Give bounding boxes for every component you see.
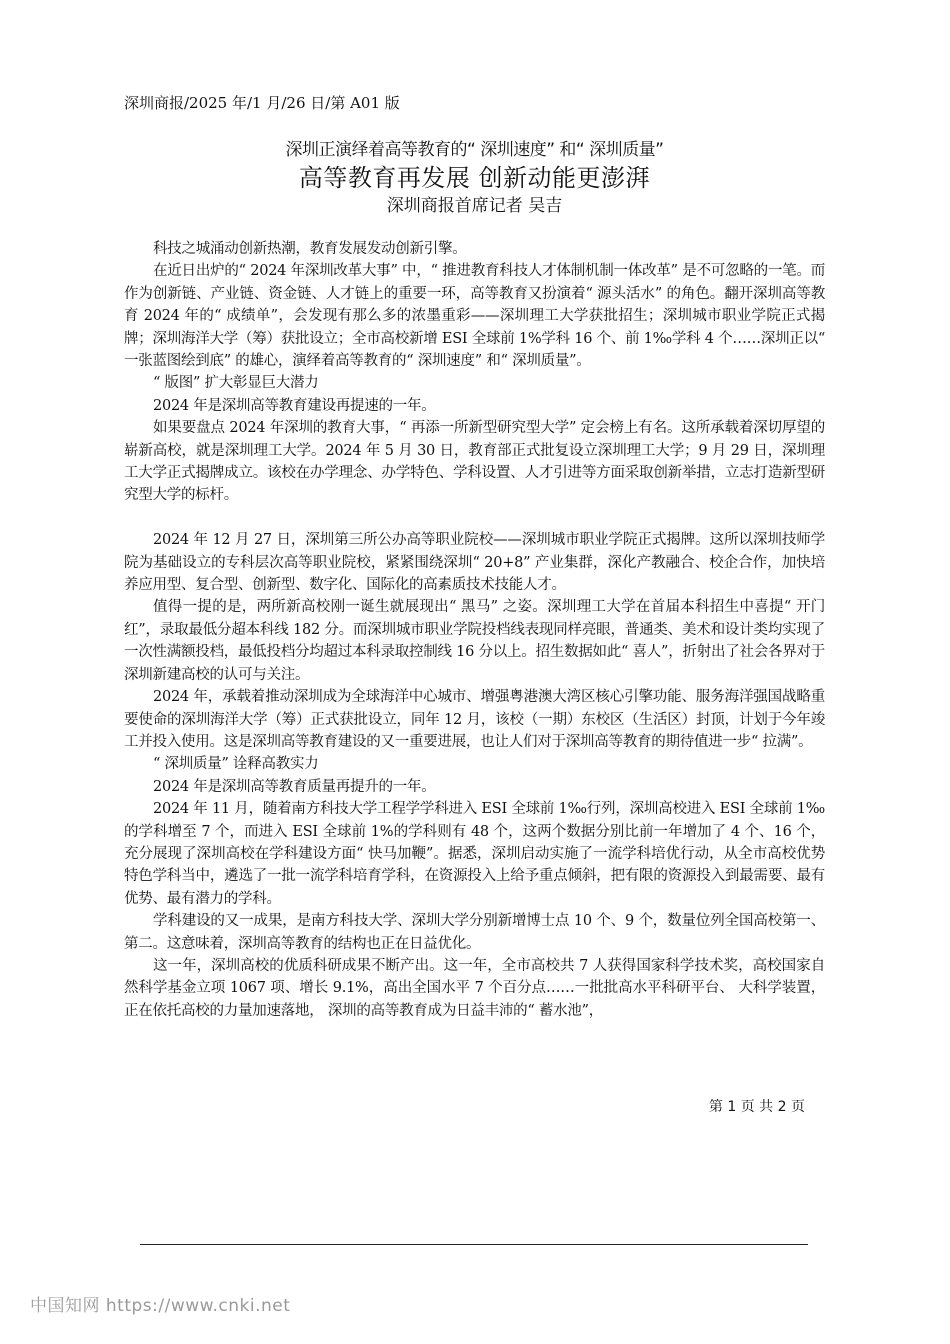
- paragraph: 如果要盘点 2024 年深圳的教育大事，“ 再添一所新型研究型大学” 定会榜上有名。这所承载着深切厚望的崭新高校，就是深圳理工大学。2024 年 5 月 30 日，教育部正式批复设立深圳理工大学；9 月 29 日，深圳理工大学正式揭牌成立。该校在办学理念、办学特色、学科设置、人才引进等方面采取创新举措，立志打造新型研究型大学的标杆。: [124, 420, 825, 504]
- paragraph: 2024 年，承载着推动深圳成为全球海洋中心城市、增强粤港澳大湾区核心引擎功能、服务海洋强国战略重要使命的深圳海洋大学（筹）正式获批设立，同年 12 月，该校（一期）东校区（生活区）封顶，计划于今年竣工并投入使用。这是深圳高等教育建设的又一重要进展，也让人们对于深圳高等教育的期待值进一步“ 拉满”。: [124, 689, 825, 750]
- article-subtitle: 深圳正演绎着高等教育的“ 深圳速度” 和“ 深圳质量”: [285, 140, 664, 160]
- cnki-watermark: 中国知网 https://www.cnki.net: [30, 1296, 291, 1316]
- article-byline: 深圳商报首席记者 吴吉: [386, 196, 563, 216]
- footer-divider: [140, 1244, 808, 1245]
- article-header: [124, 138, 825, 218]
- paragraph: 2024 年是深圳高等教育质量再提升的一年。: [153, 778, 436, 795]
- section-heading: “ 版图” 扩大彰显巨大潜力: [153, 375, 319, 392]
- paragraph: 2024 年是深圳高等教育建设再提速的一年。: [153, 397, 436, 414]
- paragraph: 科技之城涌动创新热潮，教育发展发动创新引擎。: [153, 241, 467, 257]
- paragraph: 2024 年 11 月，随着南方科技大学工程学学科进入 ESI 全球前 1‰行列，深圳高校进入 ESI 全球前 1‰的学科增至 7 个，而进入 ESI 全球前 1%的学科则有 48 个，这两个数据分别比前一年增加了 4 个、16 个，充分展现了深圳高校在学科建设方面“ 快马加鞭”。据悉，深圳启动实施了一流学科培优行动，从全市高校优势特色学科当中，遴选了一批一流学科培育学科，在资源投入上给予重点倾斜，把有限的资源投入到最需要、最有优势、最有潜力的学科。: [124, 801, 825, 907]
- paragraph: 值得一提的是，两所新高校刚一诞生就展现出“ 黑马” 之姿。深圳理工大学在首届本科招生中喜提“ 开门红”，录取最低分超本科线 182 分。而深圳城市职业学院投档线表现同样亮眼，普通类、美术和设计类均实现了一次性满额投档，最低投档分均超过本科录取控制线 16 分以上。招生数据如此“ 喜人”，折射出了社会各界对于深圳新建高校的认可与关注。: [124, 599, 825, 683]
- paragraph: 学科建设的又一成果，是南方科技大学、深圳大学分别新增博士点 10 个、9 个，数量位列全国高校第一、第二。这意味着，深圳高等教育的结构也正在日益优化。: [124, 913, 825, 952]
- section-heading: “ 深圳质量” 诠释高教实力: [153, 756, 319, 773]
- article-body: [124, 238, 825, 1022]
- page-number: 第 1 页 共 2 页: [708, 1099, 805, 1115]
- paragraph: 2024 年 12 月 27 日，深圳第三所公办高等职业院校——深圳城市职业学院正式揭牌。这所以深圳技师学院为基础设立的专科层次高等职业院校，紧紧围绕深圳“ 20+8” 产业集群，深化产教融合、校企合作，加快培养应用型、复合型、创新型、数字化、国际化的高素质技术技能人才。: [124, 532, 825, 594]
- paragraph: 在近日出炉的“ 2024 年深圳改革大事” 中，“ 推进教育科技人才体制机制一体改革” 是不可忽略的一笔。而作为创新链、产业链、资金链、人才链上的重要一环，高等教育又扮演着“ 源头活水” 的角色。翻开深圳高等教育 2024 年的“ 成绩单”，会发现有那么多的浓墨重彩——深圳理工大学获批招生；深圳城市职业学院正式揭牌；深圳海洋大学（筹）获批设立；全市高校新增 ESI 全球前 1%学科 16 个、前 1‰学科 4 个……深圳正以“ 一张蓝图绘到底” 的雄心，演绎着高等教育的“ 深圳速度” 和“ 深圳质量”。: [124, 263, 825, 370]
- paragraph: 这一年，深圳高校的优质科研成果不断产出。这一年，全市高校共 7 人获得国家科学技术奖，高校国家自然科学基金立项 1067 项、增长 9.1%，高出全国水平 7 个百分点……一批批高水平科研平台、 大科学装置， 正在依托高校的力量加速落地， 深圳的高等教育成为日益丰沛的“ 蓄水池”，: [124, 957, 825, 1019]
- article-title: 高等教育再发展 创新动能更澎湃: [298, 164, 651, 192]
- publication-source: 深圳商报/2025 年/1 月/26 日/第 A01 版: [124, 94, 400, 112]
